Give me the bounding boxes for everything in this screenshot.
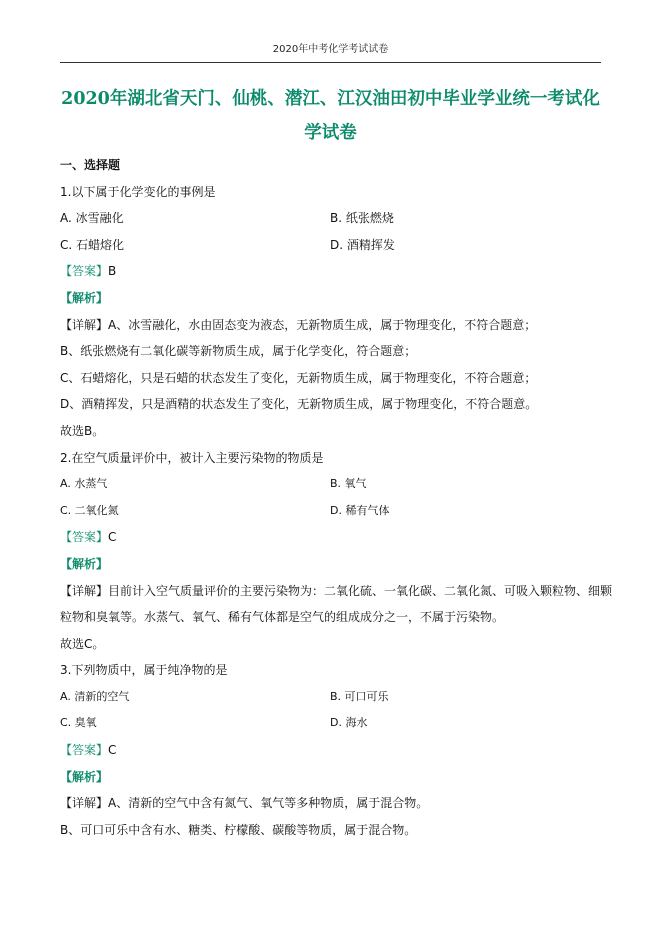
q3-detail-text-1: A、清新的空气中含有氮气、氧气等多种物质，属于混合物。 <box>108 796 429 811</box>
q1-options-row-2 <box>60 232 611 259</box>
q2-detail-2: 粒物和臭氧等。水蒸气、氧气、稀有气体都是空气的组成成分之一，不属于污染物。 <box>60 610 505 625</box>
q1-option-c: C. 石蜡熔化 <box>60 237 125 252</box>
q1-option-d: D. 酒精挥发 <box>330 237 395 252</box>
q3-answer <box>60 737 611 764</box>
answer-label: 【答案】 <box>60 264 109 279</box>
q2-option-d: D. 稀有气体 <box>330 503 390 517</box>
title-line-2: 学试卷 <box>304 123 357 143</box>
q2-analysis-label: 【解析】 <box>60 556 109 571</box>
answer-label: 【答案】 <box>60 743 109 758</box>
answer-label: 【答案】 <box>60 530 109 545</box>
q3-analysis-label: 【解析】 <box>60 769 109 784</box>
document-title <box>40 82 621 150</box>
q2-detail-text-1: 目前计入空气质量评价的主要污染物为：二氧化硫、一氧化碳、二氧化氮、可吸入颗粒物、细颗 <box>108 583 613 598</box>
q2-stem: 2.在空气质量评价中，被计入主要污染物的物质是 <box>60 450 324 465</box>
q2-option-a: A. 水蒸气 <box>60 477 108 491</box>
q1-detail-4: D、酒精挥发，只是酒精的状态发生了变化，无新物质生成，属于物理变化，不符合题意。 <box>60 397 538 412</box>
q2-detail-1 <box>60 578 611 605</box>
q3-option-a: A. 清新的空气 <box>60 689 130 703</box>
q2-options-row-2 <box>60 498 611 525</box>
detail-label: 【详解】 <box>60 583 109 598</box>
q2-options-row-1 <box>60 471 611 498</box>
q3-options-row-2 <box>60 710 611 737</box>
q1-conclusion: 故选B。 <box>60 423 105 438</box>
q2-answer <box>60 524 611 551</box>
q2-conclusion: 故选C。 <box>60 636 105 651</box>
q1-detail-3: C、石蜡熔化，只是石蜡的状态发生了变化，无新物质生成，属于物理变化，不符合题意； <box>60 370 537 385</box>
document-body <box>60 152 611 843</box>
q3-answer-value: C <box>108 743 117 758</box>
q1-analysis-label: 【解析】 <box>60 290 109 305</box>
q1-options-row-1 <box>60 205 611 232</box>
detail-label: 【详解】 <box>60 317 109 332</box>
q3-stem: 3.下列物质中，属于纯净物的是 <box>60 663 228 678</box>
q1-option-b: B. 纸张燃烧 <box>330 211 394 226</box>
q3-option-c: C. 臭氧 <box>60 716 97 730</box>
q1-detail-2: B、纸张燃烧有二氧化碳等新物质生成，属于化学变化，符合题意； <box>60 344 417 359</box>
q1-stem: 1.以下属于化学变化的事例是 <box>60 184 216 199</box>
q3-option-d: D. 海水 <box>330 716 368 730</box>
q1-option-a: A. 冰雪融化 <box>60 211 124 226</box>
q3-options-row-1 <box>60 684 611 711</box>
q2-option-b: B. 氧气 <box>330 477 367 491</box>
q1-detail-text-1: A、冰雪融化，水由固态变为液态，无新物质生成，属于物理变化，不符合题意； <box>108 317 537 332</box>
detail-label: 【详解】 <box>60 796 109 811</box>
q2-option-c: C. 二氧化氮 <box>60 503 119 517</box>
q1-detail-1 <box>60 312 611 339</box>
q3-detail-1 <box>60 790 611 817</box>
q3-detail-2: B、可口可乐中含有水、糖类、柠檬酸、碳酸等物质，属于混合物。 <box>60 822 417 837</box>
q1-answer <box>60 258 611 285</box>
q2-answer-value: C <box>108 530 117 545</box>
title-line-1: 2020年湖北省天门、仙桃、潜江、江汉油田初中毕业学业统一考试化 <box>61 89 600 109</box>
section-heading: 一、选择题 <box>60 158 121 172</box>
q1-answer-value: B <box>108 264 117 279</box>
page-header: 2020年中考化学考试试卷 <box>60 38 601 63</box>
q3-option-b: B. 可口可乐 <box>330 689 389 703</box>
